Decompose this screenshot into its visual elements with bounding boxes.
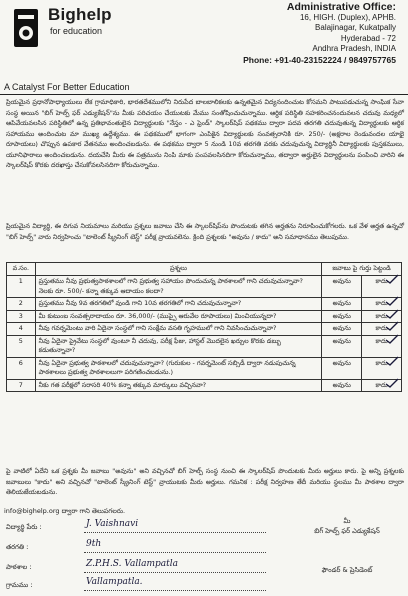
table-row (7, 276, 402, 298)
village-row (6, 579, 266, 593)
logo-name: Bighelp (48, 5, 112, 24)
table-row (7, 357, 402, 379)
address-line: 16, HIGH. (Duplex), APHB. (299, 12, 396, 22)
answer-no-label: కాదు (375, 358, 388, 367)
answer-yes[interactable]: అవును (322, 335, 362, 357)
question-text: ప్రస్తుతము నీవు 9వ తరగతిలో వుండి గాని 10వ తరగతిలో గాని చదువుచున్నావా? (35, 298, 322, 311)
question-text: నీకు గత పరీక్షలో సరాసరి 40% కన్నా తక్కువ మార్కులు వచ్చినవా? (35, 379, 322, 392)
phone-number: Phone: +91-40-23152224 / 9849757765 (243, 54, 396, 65)
answer-no-label: కాదు (375, 277, 388, 285)
student-name-row (6, 521, 266, 535)
table-row (7, 379, 402, 392)
row-number: 4 (7, 323, 36, 336)
signature-org: బిగ్ హెల్ప్ ఫర్ ఎడ్యుకేషన్ (314, 527, 380, 535)
eligibility-table (6, 262, 402, 392)
address-line: Balajinagar, Kukatpally (315, 23, 396, 32)
dotted-line (84, 590, 266, 591)
bighelp-logo (10, 5, 160, 55)
answer-no[interactable] (362, 276, 402, 298)
student-name-label: విద్యార్థి పేరు : (6, 523, 42, 531)
answer-yes[interactable]: అవును (322, 323, 362, 336)
answer-no-label: కాదు (375, 311, 388, 320)
answer-no-label: కాదు (375, 324, 388, 332)
address-line: Andhra Pradesh, INDIA (312, 44, 396, 53)
answer-yes[interactable]: అవును (322, 357, 362, 379)
dotted-line (84, 552, 266, 553)
checkmark-icon (385, 378, 399, 388)
row-number: 1 (7, 276, 36, 298)
checkmark-icon (385, 356, 399, 366)
col-header-answer: జవాబు పై గుర్తు పెట్టండి (322, 263, 402, 276)
row-number: 3 (7, 310, 36, 323)
checkmark-icon (385, 321, 399, 331)
row-number: 6 (7, 357, 36, 379)
question-text: మీ కుటుంబ సంవత్సరాదాయం రూ. 36,000/- (ముప్పై ఆరువేల రూపాయలు) మించియున్నదా? (35, 310, 322, 323)
table-header-row (7, 263, 402, 276)
question-text: నీవు గవర్నమెంటు వారి ఏదైనా సంస్థలో గాని సంక్షేమ వసతి గృహములో గాని నివసించుచున్నావా? (35, 323, 322, 336)
checkmark-icon (385, 334, 399, 344)
school-label: పాఠశాల : (6, 563, 32, 571)
checkmark-icon (385, 274, 399, 284)
school-field[interactable]: Z.P.H.S. Vallampatla (86, 559, 179, 569)
answer-no[interactable] (362, 357, 402, 379)
signature-closing: మీ (343, 517, 351, 525)
header-divider (0, 94, 408, 95)
answer-yes[interactable]: అవును (322, 298, 362, 311)
answer-no[interactable] (362, 335, 402, 357)
table-row (7, 310, 402, 323)
table-row (7, 323, 402, 336)
school-row (6, 561, 266, 575)
student-paragraph: ప్రియమైన విద్యార్థి, ఈ దిగువ నియమాలు మరియు ప్రశ్నలు జవాబు చేసి ఈ స్కాలర్‌షిప్‌ను పొందుటకు తగిన అర్హతను నిరూపించుకోగలరు. ఒక వేళ అర్హత ఉన్నచో "బిగ్ హెల్ప్" వారు నిర్వహించు "టాలెంట్ స్క్రీనింగ్ టెస్ట్" పరీక్ష వ్రాయవలెను. క్రింది ప్రశ్నలకు "అవును / కాదు" అని సమాధానము తెలుపుము. (6, 222, 404, 241)
answer-no-label: కాదు (375, 380, 388, 389)
dotted-line (84, 572, 266, 573)
office-address (226, 2, 396, 65)
answer-no[interactable] (362, 379, 402, 392)
answer-no-label: కాదు (375, 336, 388, 345)
class-field[interactable]: 9th (86, 539, 102, 549)
row-number: 7 (7, 379, 36, 392)
checkmark-icon (385, 296, 399, 306)
row-number: 5 (7, 335, 36, 357)
signature-block (292, 517, 402, 537)
question-text: ప్రస్తుతము నీవు ప్రభుత్వపాఠశాలలో గాని ప్రభుత్వ సహాయం పొందుచున్న పాఠశాలలో గాని చదువుచున్నావా? నెలకు రూ. 500/- కన్నా తక్కువ ఆదాయం కలదా? (35, 276, 322, 298)
address-line: Hyderabad - 72 (340, 33, 396, 43)
question-text: నీవు ఏదైనా ప్రభుత్వ పాఠశాలలో చదువుచున్నావా? (గురుకుల - గవర్నమెంట్ సబ్సిడీ ద్వారా నడుపుచున్న పాఠశాలలు ప్రభుత్వ పాఠశాలలుగా పరిగణించబడును.) (35, 357, 322, 379)
table-row (7, 335, 402, 357)
logo-subtext: for education (50, 26, 103, 36)
checkmark-icon (385, 309, 399, 319)
answer-no-label: కాదు (375, 299, 388, 307)
col-header-no: వ.సం. (7, 263, 36, 276)
intro-paragraph: ప్రియమైన ప్రధానోపాధ్యాయులు లేక గ్రామాధికారి, భారతదేశములోని నిరుపేద బాలబాలికలకు ఉన్నతమైన విద్యనందించుట కోసమని పాటుపడుచున్న సాంఘిక సేవా సంస్థ అయిన "బిగ్ హెల్ప్ ఫర్ ఎడ్యుకేషన్"ను మీకు పరిచయం చేయుటకు మేము సంతోషించుచున్నాము. ఆర్థిక పరిస్థితి సహకరించనందువలన చదువు మధ్యలో ఆపివేయవలసిన పరిస్థితిలో ఉన్న ప్రతిభావంతులైన విద్యార్థులకు "నేస్తం - ఎ ఫ్రెండ్" స్కాలర్‌షిప్ పథకము ద్వారా పదవ తరగతి చదువుతున్న విద్యార్థులకు ఆర్థిక సహాయము అందించుట మా ముఖ్య ఉద్దేశ్యము. ఈ పథకములో భాగంగా ఎంపికైన విద్యార్థులకు సంవత్సరానికి రూ. 250/- (అక్షరాల రెండువందల యాభై రూపాయలు) చొప్పున ఉపకార వేతనము అందించబడును. ఈ పథకము ద్వారా 5 నుండి 10వ తరగతి వరకు చదువుచున్న విద్యార్థినీ విద్యార్థులకు పుస్తకములు, యూనిఫారాలు అందించబడును. దయచేసి మీరు ఈ పత్రమును నింపి మాకు పంపవలసినదిగా కోరుచున్నాము, తద్వారా అర్హులైన విద్యార్థులను పంపించి వారిని ఈ స్కాలర్‌షిప్ కొరకు దరఖాస్తు చేసుకోవలసినదిగా కోరుచున్నాము. (6, 98, 404, 169)
student-name-field[interactable]: J. Vaishnavi (86, 519, 139, 529)
instructions-paragraph: పై వాటిలో ఏదేని ఒక ప్రశ్నకు మీ జవాబు "అవును" అని వచ్చినచో బిగ్ హెల్ప్ సంస్థ నుంచి ఈ స్కాలర్‌షిప్ పొందుటకు మీరు అర్హులు కారు. పై అన్ని ప్రశ్నలకు జవాబులు "కాదు" అని వచ్చినచో "టాలెంట్ స్క్రీనింగ్ టెస్ట్" వ్రాయుటకు మీరు అర్హులు. గమనిక : పరీక్ష నిర్వహణ తేదీ మరియు స్థలము మీ పాఠశాల ద్వారా తెలియజేయబడును. (6, 467, 404, 496)
email-line: info@bighelp.org ద్వారా గాని తెలుపగలరు. (4, 507, 126, 515)
book-logo-icon (10, 7, 42, 49)
col-header-question: ప్రశ్నలు (35, 263, 322, 276)
dotted-line (84, 532, 266, 533)
row-number: 2 (7, 298, 36, 311)
answer-yes[interactable]: అవును (322, 276, 362, 298)
village-field[interactable]: Vallampatla. (86, 577, 143, 587)
class-row (6, 541, 266, 555)
table-row (7, 298, 402, 311)
signature-role: ఫౌండర్ & ప్రెసిడెంట్ (321, 566, 373, 574)
office-title: Administrative Office: (286, 1, 396, 13)
answer-yes[interactable]: అవును (322, 379, 362, 392)
class-label: తరగతి : (6, 543, 29, 551)
answer-yes[interactable]: అవును (322, 310, 362, 323)
question-text: నీవు ఏదైనా ప్రైవేటు సంస్థలో వుంటూ నీ చదువు, పరీక్ష ఫీజు, హాస్టల్ మొదలైన ఖర్చుల కొరకు డబ్బు కడుతున్నావా? (35, 335, 322, 357)
tagline: A Catalyst For Better Education (4, 82, 130, 92)
village-label: గ్రామము : (6, 581, 33, 589)
